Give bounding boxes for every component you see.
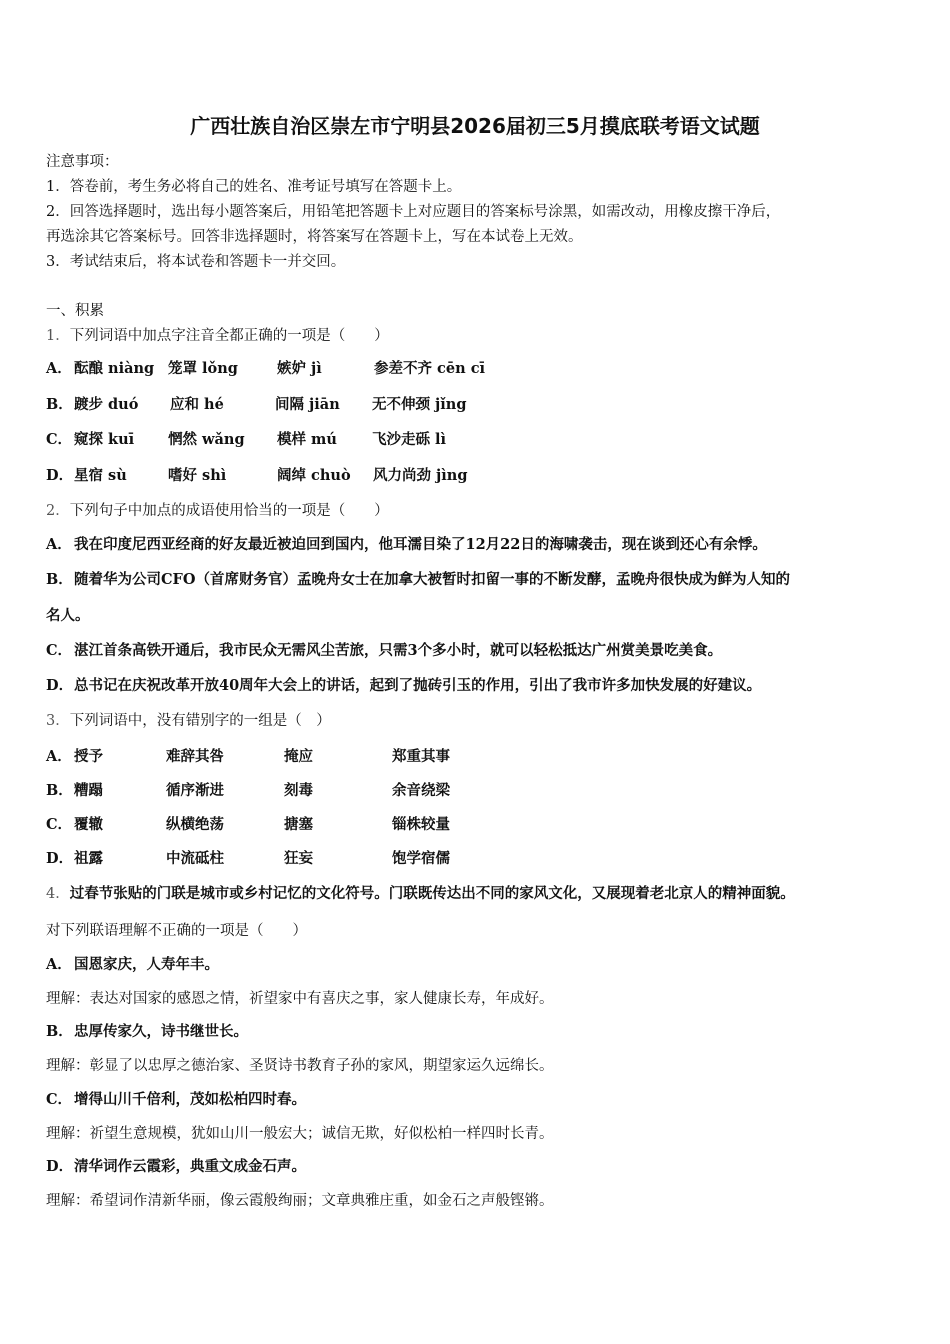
question-text: 下列词语中加点字注音全都正确的一项是（ ） — [69, 328, 389, 344]
question-text: 下列句子中加点的成语使用恰当的一项是（ ） — [69, 503, 389, 519]
option-item: 掩应 — [284, 748, 313, 765]
option-label: A． — [46, 536, 72, 553]
q4-option-d — [46, 1157, 306, 1177]
option-item: 嫉妒 jì — [277, 360, 322, 377]
question-number: 1． — [46, 328, 70, 344]
q4-option-a — [46, 955, 219, 975]
option-item: 风力尚劲 jìng — [373, 467, 468, 484]
option-text: 湛江首条高铁开通后，我市民众无需风尘苦旅，只需3个多小时，就可以轻松抵达广州赏美景吃美食。 — [74, 642, 723, 659]
option-text: 国恩家庆，人寿年丰。 — [74, 956, 219, 973]
option-label: A． — [46, 956, 72, 973]
option-label: B． — [46, 571, 73, 588]
option-item: 循序渐进 — [166, 782, 224, 799]
q2-option-b-cont — [46, 606, 90, 626]
option-item: 授予 — [74, 748, 103, 765]
option-item: 星宿 sù — [74, 467, 127, 484]
option-label: D． — [46, 850, 74, 867]
section-heading: 一、积累 — [46, 303, 104, 319]
q4-option-d-explain: 理解：希望词作清新华丽，像云霞般绚丽；文章典雅庄重，如金石之声般铿锵。 — [46, 1193, 554, 1209]
option-text: 增得山川千倍利，茂如松柏四时春。 — [74, 1091, 306, 1108]
option-text: 名人。 — [46, 607, 90, 624]
q1-option-a — [46, 359, 486, 379]
option-text: 随着华为公司CFO（首席财务官）孟晚舟女士在加拿大被暂时扣留一事的不断发酵，孟晚舟很快成为鲜为人知的 — [74, 571, 790, 588]
option-item: 模样 mú — [277, 431, 337, 448]
q3-option-c — [46, 815, 450, 835]
option-item: 余音绕梁 — [392, 782, 450, 799]
option-label: A． — [46, 360, 72, 377]
question-4-stem2: 对下列联语理解不正确的一项是（ ） — [46, 923, 307, 939]
q2-option-d — [46, 676, 761, 696]
option-label: B． — [46, 1023, 73, 1040]
q4-option-a-explain: 理解：表达对国家的感恩之情，祈望家中有喜庆之事，家人健康长寿，年成好。 — [46, 991, 554, 1007]
option-label: D． — [46, 1158, 74, 1175]
option-text: 忠厚传家久，诗书继世长。 — [74, 1023, 248, 1040]
question-number: 2． — [46, 503, 70, 519]
question-number: 4． — [46, 886, 70, 902]
option-item: 笼罩 lǒng — [168, 360, 238, 377]
option-item: 踱步 duó — [74, 396, 139, 413]
q4-option-b-explain: 理解：彰显了以忠厚之德治家、圣贤诗书教育子孙的家风，期望家运久远绵长。 — [46, 1058, 554, 1074]
option-label: D． — [46, 677, 74, 694]
option-item: 饱学宿儒 — [392, 850, 450, 867]
q1-option-b — [46, 395, 467, 415]
option-item: 惘然 wǎng — [168, 431, 245, 448]
question-3-stem — [46, 711, 331, 731]
option-label: A． — [46, 748, 72, 765]
notice-item: 3．考试结束后，将本试卷和答题卡一并交回。 — [46, 254, 346, 270]
notice-heading: 注意事项： — [46, 154, 119, 170]
option-item: 狂妄 — [284, 850, 313, 867]
option-item: 郑重其事 — [392, 748, 450, 765]
question-text: 下列词语中，没有错别字的一组是（ ） — [69, 713, 331, 729]
q4-option-b — [46, 1022, 248, 1042]
notice-item: 1．答卷前，考生务必将自己的姓名、准考证号填写在答题卡上。 — [46, 179, 462, 195]
question-2-stem — [46, 501, 389, 521]
question-number: 3． — [46, 713, 70, 729]
q1-option-c — [46, 430, 447, 450]
option-item: 嗜好 shì — [168, 467, 227, 484]
option-label: C． — [46, 816, 73, 833]
option-item: 锱株较量 — [392, 816, 450, 833]
option-item: 酝酿 niàng — [74, 360, 155, 377]
option-text: 清华词作云霞彩，典重文成金石声。 — [74, 1158, 306, 1175]
option-item: 间隔 jiān — [275, 396, 340, 413]
question-1-stem — [46, 326, 389, 346]
option-item: 阔绰 chuò — [277, 467, 351, 484]
option-item: 覆辙 — [74, 816, 103, 833]
option-text: 总书记在庆祝改革开放40周年大会上的讲话，起到了抛砖引玉的作用，引出了我市许多加快发展的好建议。 — [74, 677, 762, 694]
option-item: 参差不齐 cēn cī — [374, 360, 486, 377]
notice-item: 再选涂其它答案标号。回答非选择题时，将答案写在答题卡上，写在本试卷上无效。 — [46, 229, 583, 245]
option-label: D． — [46, 467, 74, 484]
page-title: 广西壮族自治区崇左市宁明县2026届初三5月摸底联考语文试题 — [190, 114, 760, 138]
option-label: B． — [46, 396, 73, 413]
question-4-stem — [46, 884, 795, 904]
option-label: C． — [46, 642, 73, 659]
option-item: 糟蹋 — [74, 782, 103, 799]
option-item: 无不伸颈 jǐng — [372, 396, 467, 413]
q2-option-a — [46, 535, 767, 555]
q3-option-a — [46, 747, 450, 767]
q3-option-d — [46, 849, 450, 869]
q1-option-d — [46, 466, 468, 486]
q4-option-c-explain: 理解：祈望生意规模，犹如山川一般宏大；诚信无欺，好似松柏一样四时长青。 — [46, 1126, 554, 1142]
q3-option-b — [46, 781, 450, 801]
question-text: 过春节张贴的门联是城市或乡村记忆的文化符号。门联既传达出不同的家风文化，又展现着老北京人的精神面貌。 — [69, 885, 795, 902]
option-item: 刻毒 — [284, 782, 313, 799]
q2-option-c — [46, 641, 722, 661]
option-item: 祖露 — [74, 850, 103, 867]
notice-item: 2．回答选择题时，选出每小题答案后，用铅笔把答题卡上对应题目的答案标号涂黑，如需改动，用橡皮擦干净后， — [46, 204, 781, 220]
option-item: 中流砥柱 — [166, 850, 224, 867]
q2-option-b — [46, 570, 790, 590]
option-item: 难辞其咎 — [166, 748, 224, 765]
q4-option-c — [46, 1090, 306, 1110]
option-label: B． — [46, 782, 73, 799]
option-item: 纵横绝荡 — [166, 816, 224, 833]
option-label: C． — [46, 431, 73, 448]
option-item: 窥探 kuī — [74, 431, 135, 448]
option-item: 应和 hé — [170, 396, 224, 413]
option-item: 搪塞 — [284, 816, 313, 833]
option-text: 我在印度尼西亚经商的好友最近被迫回到国内，他耳濡目染了12月22日的海啸袭击，现在谈到还心有余悸。 — [74, 536, 767, 553]
option-item: 飞沙走砾 lì — [372, 431, 447, 448]
option-label: C． — [46, 1091, 73, 1108]
